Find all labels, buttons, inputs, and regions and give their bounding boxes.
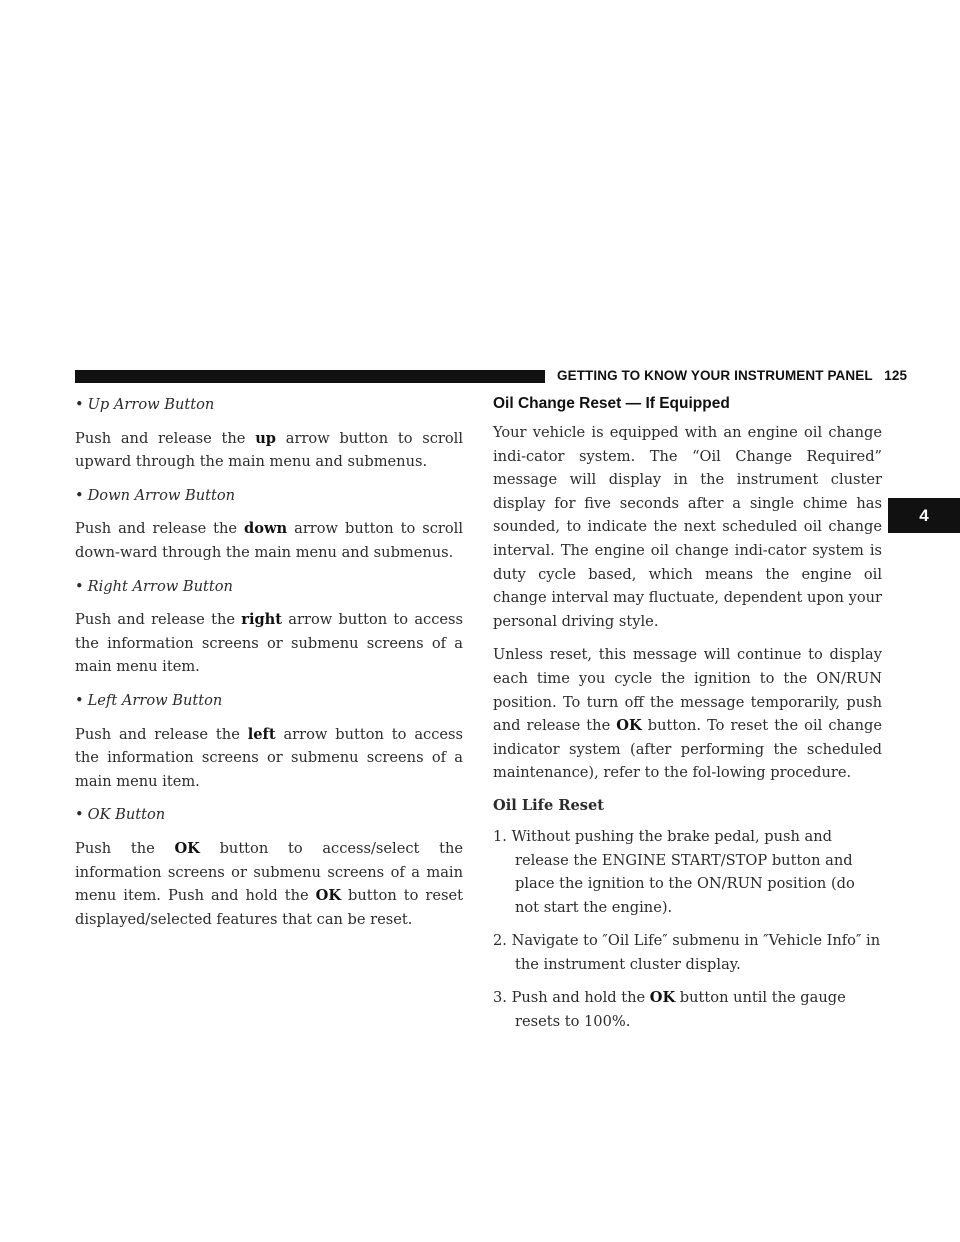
- right-column: [493, 393, 882, 1044]
- bullet-right-arrow: • Right Arrow Button: [75, 577, 233, 595]
- para-oil-change-reset: Unless reset, this message will continue to display each time you cycle the ignition to the ON/RUN position. To turn off the message temporarily, push and release the OK button. To reset the oil change indicator system (after performing the scheduled maintenance), refer to the fol-lowing procedure.: [493, 646, 882, 782]
- page-number: 125: [884, 368, 908, 383]
- left-column: [75, 393, 463, 941]
- para-down-arrow: Push and release the down arrow button to scroll down-ward through the main menu and submenus.: [75, 520, 463, 561]
- para-up-arrow: Push and release the up arrow button to scroll upward through the main menu and submenus.: [75, 429, 463, 471]
- section-title: GETTING TO KNOW YOUR INSTRUMENT PANEL: [557, 368, 873, 383]
- procedure-list: [493, 825, 882, 1034]
- para-oil-change-intro: Your vehicle is equipped with an engine oil change indi-cator system. The “Oil Change Required” message will display in the instrument cluster display for five seconds after a single chime has sounded, to indicate the next scheduled oil change interval. The engine oil change indi-cator system is duty cycle based, which means the engine oil change interval may fluctuate, dependent upon your personal driving style.: [493, 424, 882, 630]
- bullet-up-arrow: • Up Arrow Button: [75, 396, 215, 413]
- bullet-down-arrow: • Down Arrow Button: [75, 486, 236, 504]
- section-heading: Oil Change Reset — If Equipped: [493, 395, 730, 412]
- running-header: [557, 368, 907, 383]
- header-rule: [75, 370, 545, 383]
- para-left-arrow: Push and release the left arrow button to access the information screens or submenu screens of a main menu item.: [75, 725, 463, 790]
- subheading-oil-life-reset: Oil Life Reset: [493, 796, 604, 814]
- chapter-tab: 4: [888, 498, 960, 533]
- bullet-ok: • OK Button: [75, 806, 166, 824]
- para-ok: Push the OK button to access/select the information screens or submenu screens of a main menu item. Push and hold the OK button to reset displayed/selected features that can be reset.: [75, 839, 463, 928]
- procedure-step-2: 2. Navigate to ″Oil Life″ submenu in ″Vehicle Info″ in the instrument cluster display.: [493, 932, 881, 973]
- procedure-step-1: 1. Without pushing the brake pedal, push and release the ENGINE START/STOP button and place the ignition to the ON/RUN position (do not start the engine).: [493, 827, 855, 916]
- bullet-left-arrow: • Left Arrow Button: [75, 691, 223, 709]
- procedure-step-3: 3. Push and hold the OK button until the gauge resets to 100%.: [493, 989, 846, 1031]
- para-right-arrow: Push and release the right arrow button to access the information screens or submenu screens of a main menu item.: [75, 611, 463, 676]
